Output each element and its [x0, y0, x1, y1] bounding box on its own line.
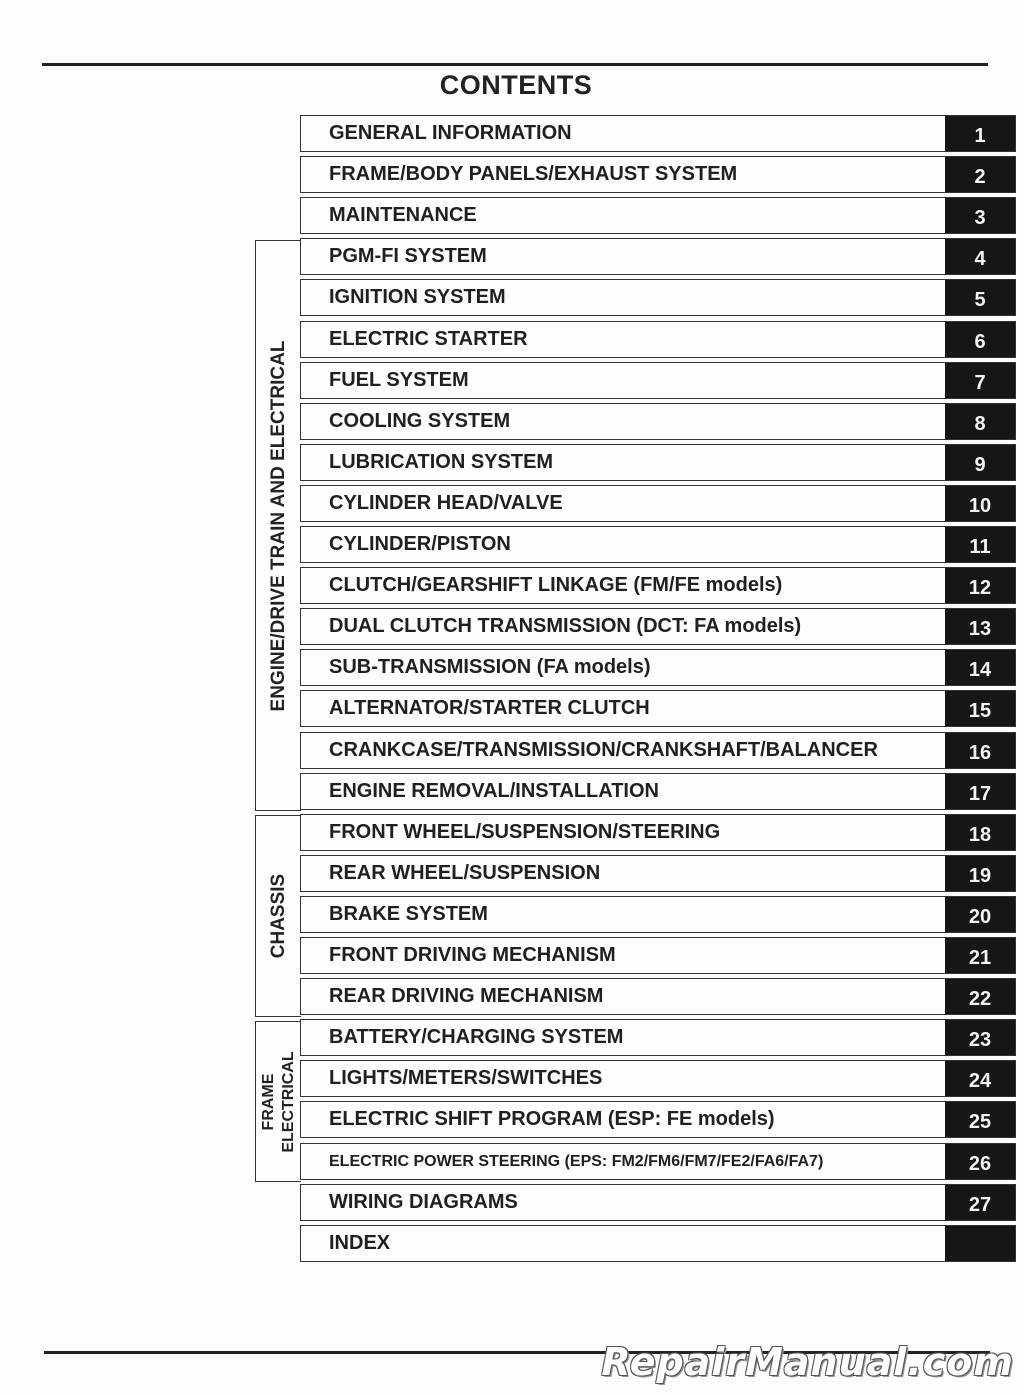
section-number-tab[interactable]: 23 [945, 1020, 1015, 1055]
section-title: GENERAL INFORMATION [329, 122, 572, 144]
section-row[interactable] [300, 649, 1016, 686]
section-row[interactable] [300, 690, 1016, 727]
section-row[interactable] [300, 608, 1016, 645]
section-row[interactable] [300, 1101, 1016, 1138]
section-row[interactable] [300, 197, 1016, 234]
section-row[interactable] [300, 814, 1016, 851]
section-row[interactable] [300, 1184, 1016, 1221]
section-row[interactable] [300, 156, 1016, 193]
section-number-tab[interactable]: 25 [945, 1102, 1015, 1137]
section-title: COOLING SYSTEM [329, 410, 511, 432]
group-label-chassis: CHASSIS [267, 873, 289, 959]
section-row[interactable] [300, 238, 1016, 275]
section-title: INDEX [329, 1232, 391, 1254]
section-number-tab[interactable]: 22 [945, 979, 1015, 1014]
group-chassis [255, 815, 301, 1017]
section-row[interactable] [300, 732, 1016, 769]
section-number-tab[interactable]: 11 [945, 527, 1015, 562]
section-row[interactable] [300, 1019, 1016, 1056]
section-title: REAR DRIVING MECHANISM [329, 985, 604, 1007]
section-row[interactable] [300, 855, 1016, 892]
section-row[interactable] [300, 115, 1016, 152]
section-title: FRONT WHEEL/SUSPENSION/STEERING [329, 821, 721, 843]
section-row[interactable] [300, 526, 1016, 563]
section-title: FUEL SYSTEM [329, 369, 469, 391]
section-row[interactable] [300, 279, 1016, 316]
section-title: LUBRICATION SYSTEM [329, 451, 554, 473]
section-number-tab[interactable]: 14 [945, 650, 1015, 685]
section-title: SUB-TRANSMISSION (FA models) [329, 656, 651, 678]
section-title: WIRING DIAGRAMS [329, 1191, 518, 1213]
section-title: CYLINDER HEAD/VALVE [329, 492, 563, 514]
section-row[interactable] [300, 567, 1016, 604]
section-title: CLUTCH/GEARSHIFT LINKAGE (FM/FE models) [329, 574, 783, 596]
section-number-tab[interactable] [945, 1226, 1015, 1261]
section-number-tab[interactable]: 3 [945, 198, 1015, 233]
section-number-tab[interactable]: 26 [945, 1144, 1015, 1179]
section-number-tab[interactable]: 13 [945, 609, 1015, 644]
section-row[interactable] [300, 403, 1016, 440]
group-label-electrical: ELECTRICAL [279, 1050, 297, 1153]
top-rule [42, 63, 988, 66]
section-number-tab[interactable]: 24 [945, 1061, 1015, 1096]
section-title: MAINTENANCE [329, 204, 477, 226]
section-number-tab[interactable]: 7 [945, 363, 1015, 398]
section-number-tab[interactable]: 18 [945, 815, 1015, 850]
section-row[interactable] [300, 896, 1016, 933]
watermark-logo: RepairManual.com [601, 1340, 1014, 1384]
section-title: ALTERNATOR/STARTER CLUTCH [329, 697, 650, 719]
section-number-tab[interactable]: 27 [945, 1185, 1015, 1220]
section-row[interactable] [300, 978, 1016, 1015]
section-number-tab[interactable]: 6 [945, 322, 1015, 357]
section-title: FRAME/BODY PANELS/EXHAUST SYSTEM [329, 163, 738, 185]
section-title: ELECTRIC STARTER [329, 328, 528, 350]
section-title: CRANKCASE/TRANSMISSION/CRANKSHAFT/BALANCER [329, 739, 878, 761]
section-row[interactable] [300, 444, 1016, 481]
section-title: DUAL CLUTCH TRANSMISSION (DCT: FA models) [329, 615, 802, 637]
section-number-tab[interactable]: 1 [945, 116, 1015, 151]
group-label-frame-electrical [259, 1051, 299, 1152]
section-number-tab[interactable]: 10 [945, 486, 1015, 521]
group-label-engine: ENGINE/DRIVE TRAIN AND ELECTRICAL [267, 340, 289, 711]
section-number-tab[interactable]: 9 [945, 445, 1015, 480]
section-title: ELECTRIC POWER STEERING (EPS: FM2/FM6/FM7/FE2/FA6/FA7) [329, 1152, 824, 1170]
section-row[interactable] [300, 937, 1016, 974]
section-title: LIGHTS/METERS/SWITCHES [329, 1067, 603, 1089]
section-number-tab[interactable]: 20 [945, 897, 1015, 932]
section-row[interactable] [300, 1225, 1016, 1262]
section-title: IGNITION SYSTEM [329, 286, 506, 308]
group-label-frame: FRAME [259, 1073, 277, 1130]
group-engine-drive-train [255, 240, 301, 811]
section-row[interactable] [300, 485, 1016, 522]
section-number-tab[interactable]: 15 [945, 691, 1015, 726]
section-title: ENGINE REMOVAL/INSTALLATION [329, 780, 659, 802]
section-row[interactable] [300, 362, 1016, 399]
section-number-tab[interactable]: 5 [945, 280, 1015, 315]
section-title: FRONT DRIVING MECHANISM [329, 944, 616, 966]
section-number-tab[interactable]: 2 [945, 157, 1015, 192]
section-row[interactable] [300, 1143, 1016, 1180]
section-row[interactable] [300, 1060, 1016, 1097]
section-row[interactable] [300, 321, 1016, 358]
section-title: BATTERY/CHARGING SYSTEM [329, 1026, 624, 1048]
section-number-tab[interactable]: 16 [945, 733, 1015, 768]
section-row[interactable] [300, 773, 1016, 810]
section-title: ELECTRIC SHIFT PROGRAM (ESP: FE models) [329, 1108, 775, 1130]
section-number-tab[interactable]: 21 [945, 938, 1015, 973]
section-number-tab[interactable]: 17 [945, 774, 1015, 809]
section-number-tab[interactable]: 8 [945, 404, 1015, 439]
section-title: BRAKE SYSTEM [329, 903, 488, 925]
section-title: PGM-FI SYSTEM [329, 245, 487, 267]
page-title: CONTENTS [439, 70, 593, 100]
section-title: REAR WHEEL/SUSPENSION [329, 862, 601, 884]
group-frame-electrical [255, 1021, 301, 1182]
section-number-tab[interactable]: 12 [945, 568, 1015, 603]
section-number-tab[interactable]: 4 [945, 239, 1015, 274]
section-title: CYLINDER/PISTON [329, 533, 511, 555]
section-number-tab[interactable]: 19 [945, 856, 1015, 891]
